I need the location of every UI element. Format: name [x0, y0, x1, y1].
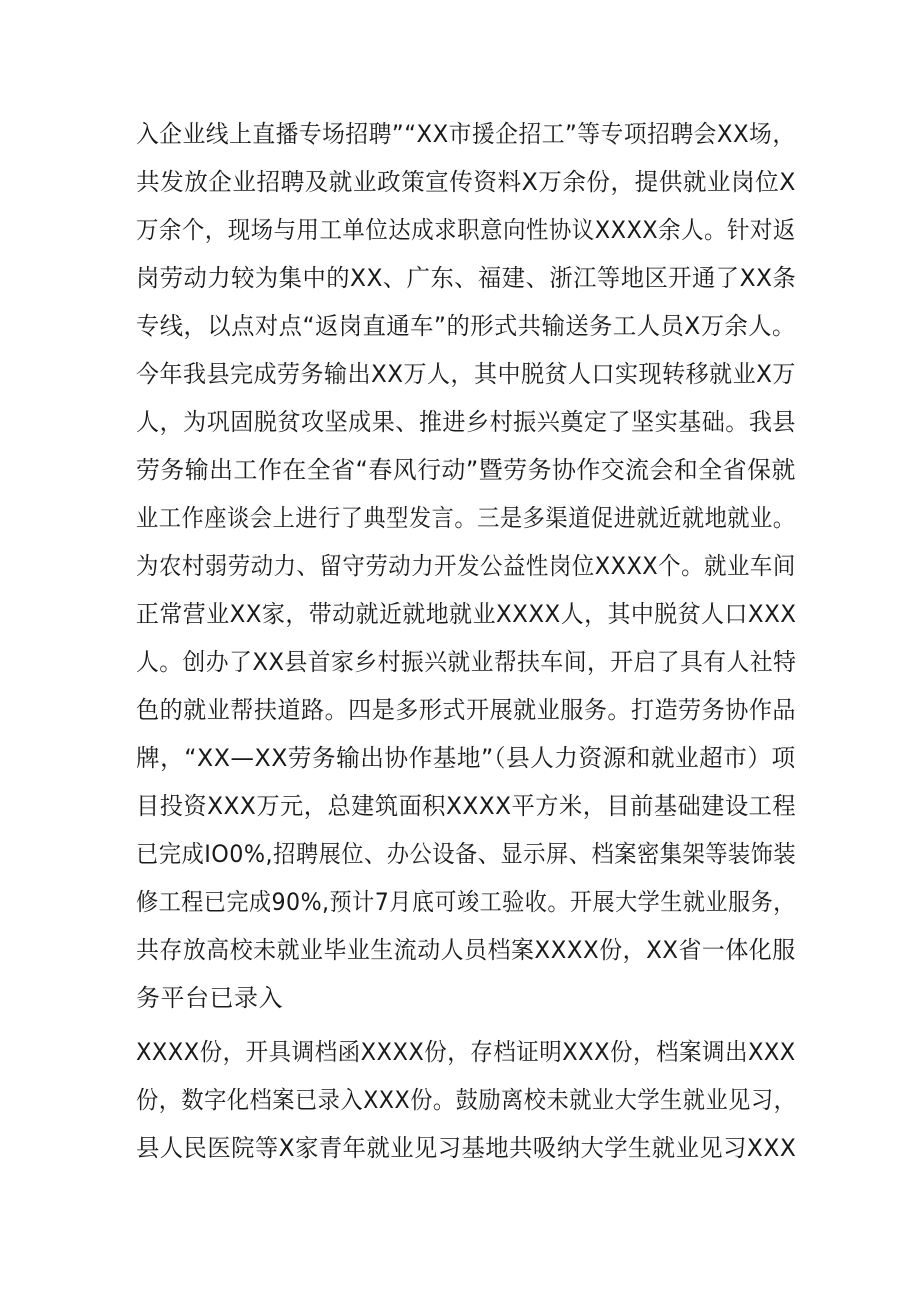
- text-line: 县人民医院等X家青年就业见习基地共吸纳大学生就业见习XXX: [136, 1134, 797, 1162]
- text-line: 入企业线上直播专场招聘”“XX市援企招工”等专项招聘会XX场，: [136, 120, 796, 148]
- text-line: XXXX份，开具调档函XXXX份，存档证明XXX份，档案调出XXX: [136, 1038, 796, 1066]
- text-line: 牌，“XX—XX劳务输出协作基地”（县人力资源和就业超市）项: [136, 744, 796, 772]
- text-line: 份，数字化档案已录入XXX份。鼓励离校未就业大学生就业见习，: [136, 1086, 797, 1114]
- text-line: 劳务输出工作在全省“春风行动”暨劳务协作交流会和全省保就: [136, 456, 796, 484]
- text-line: 人，为巩固脱贫攻坚成果、推进乡村振兴奠定了坚实基础。我县: [136, 408, 796, 436]
- text-line: 今年我县完成劳务输出XX万人，其中脱贫人口实现转移就业X万: [136, 360, 796, 388]
- text-line: 色的就业帮扶道路。四是多形式开展就业服务。打造劳务协作品: [136, 696, 796, 724]
- text-line: 业工作座谈会上进行了典型发言。三是多渠道促进就近就地就业。: [136, 504, 796, 532]
- text-line: 已完成IO0%,招聘展位、办公设备、显示屏、档案密集架等装饰装: [136, 840, 797, 868]
- text-line: 人。创办了XX县首家乡村振兴就业帮扶车间，开启了具有人社特: [136, 648, 797, 676]
- text-line: 务平台已录入: [136, 984, 283, 1012]
- text-line: 共发放企业招聘及就业政策宣传资料X万余份，提供就业岗位X: [136, 168, 796, 196]
- text-line: 目投资XXX万元，总建筑面积XXXX平方米，目前基础建设工程: [136, 792, 797, 820]
- text-line: 为农村弱劳动力、留守劳动力开发公益性岗位XXXX个。就业车间: [136, 552, 796, 580]
- text-line: 专线，以点对点“返岗直通车”的形式共输送务工人员X万余人。: [136, 312, 796, 340]
- text-line: 正常营业XX家，带动就近就地就业XXXX人，其中脱贫人口XXX: [136, 600, 797, 628]
- text-line: 共存放高校未就业毕业生流动人员档案XXXX份，XX省一体化服: [136, 936, 796, 964]
- text-line: 万余个，现场与用工单位达成求职意向性协议XXXX余人。针对返: [136, 216, 796, 244]
- text-line: 修工程已完成90%,预计7月底可竣工验收。开展大学生就业服务，: [136, 888, 796, 916]
- text-line: 岗劳动力较为集中的XX、广东、福建、浙江等地区开通了XX条: [136, 264, 797, 292]
